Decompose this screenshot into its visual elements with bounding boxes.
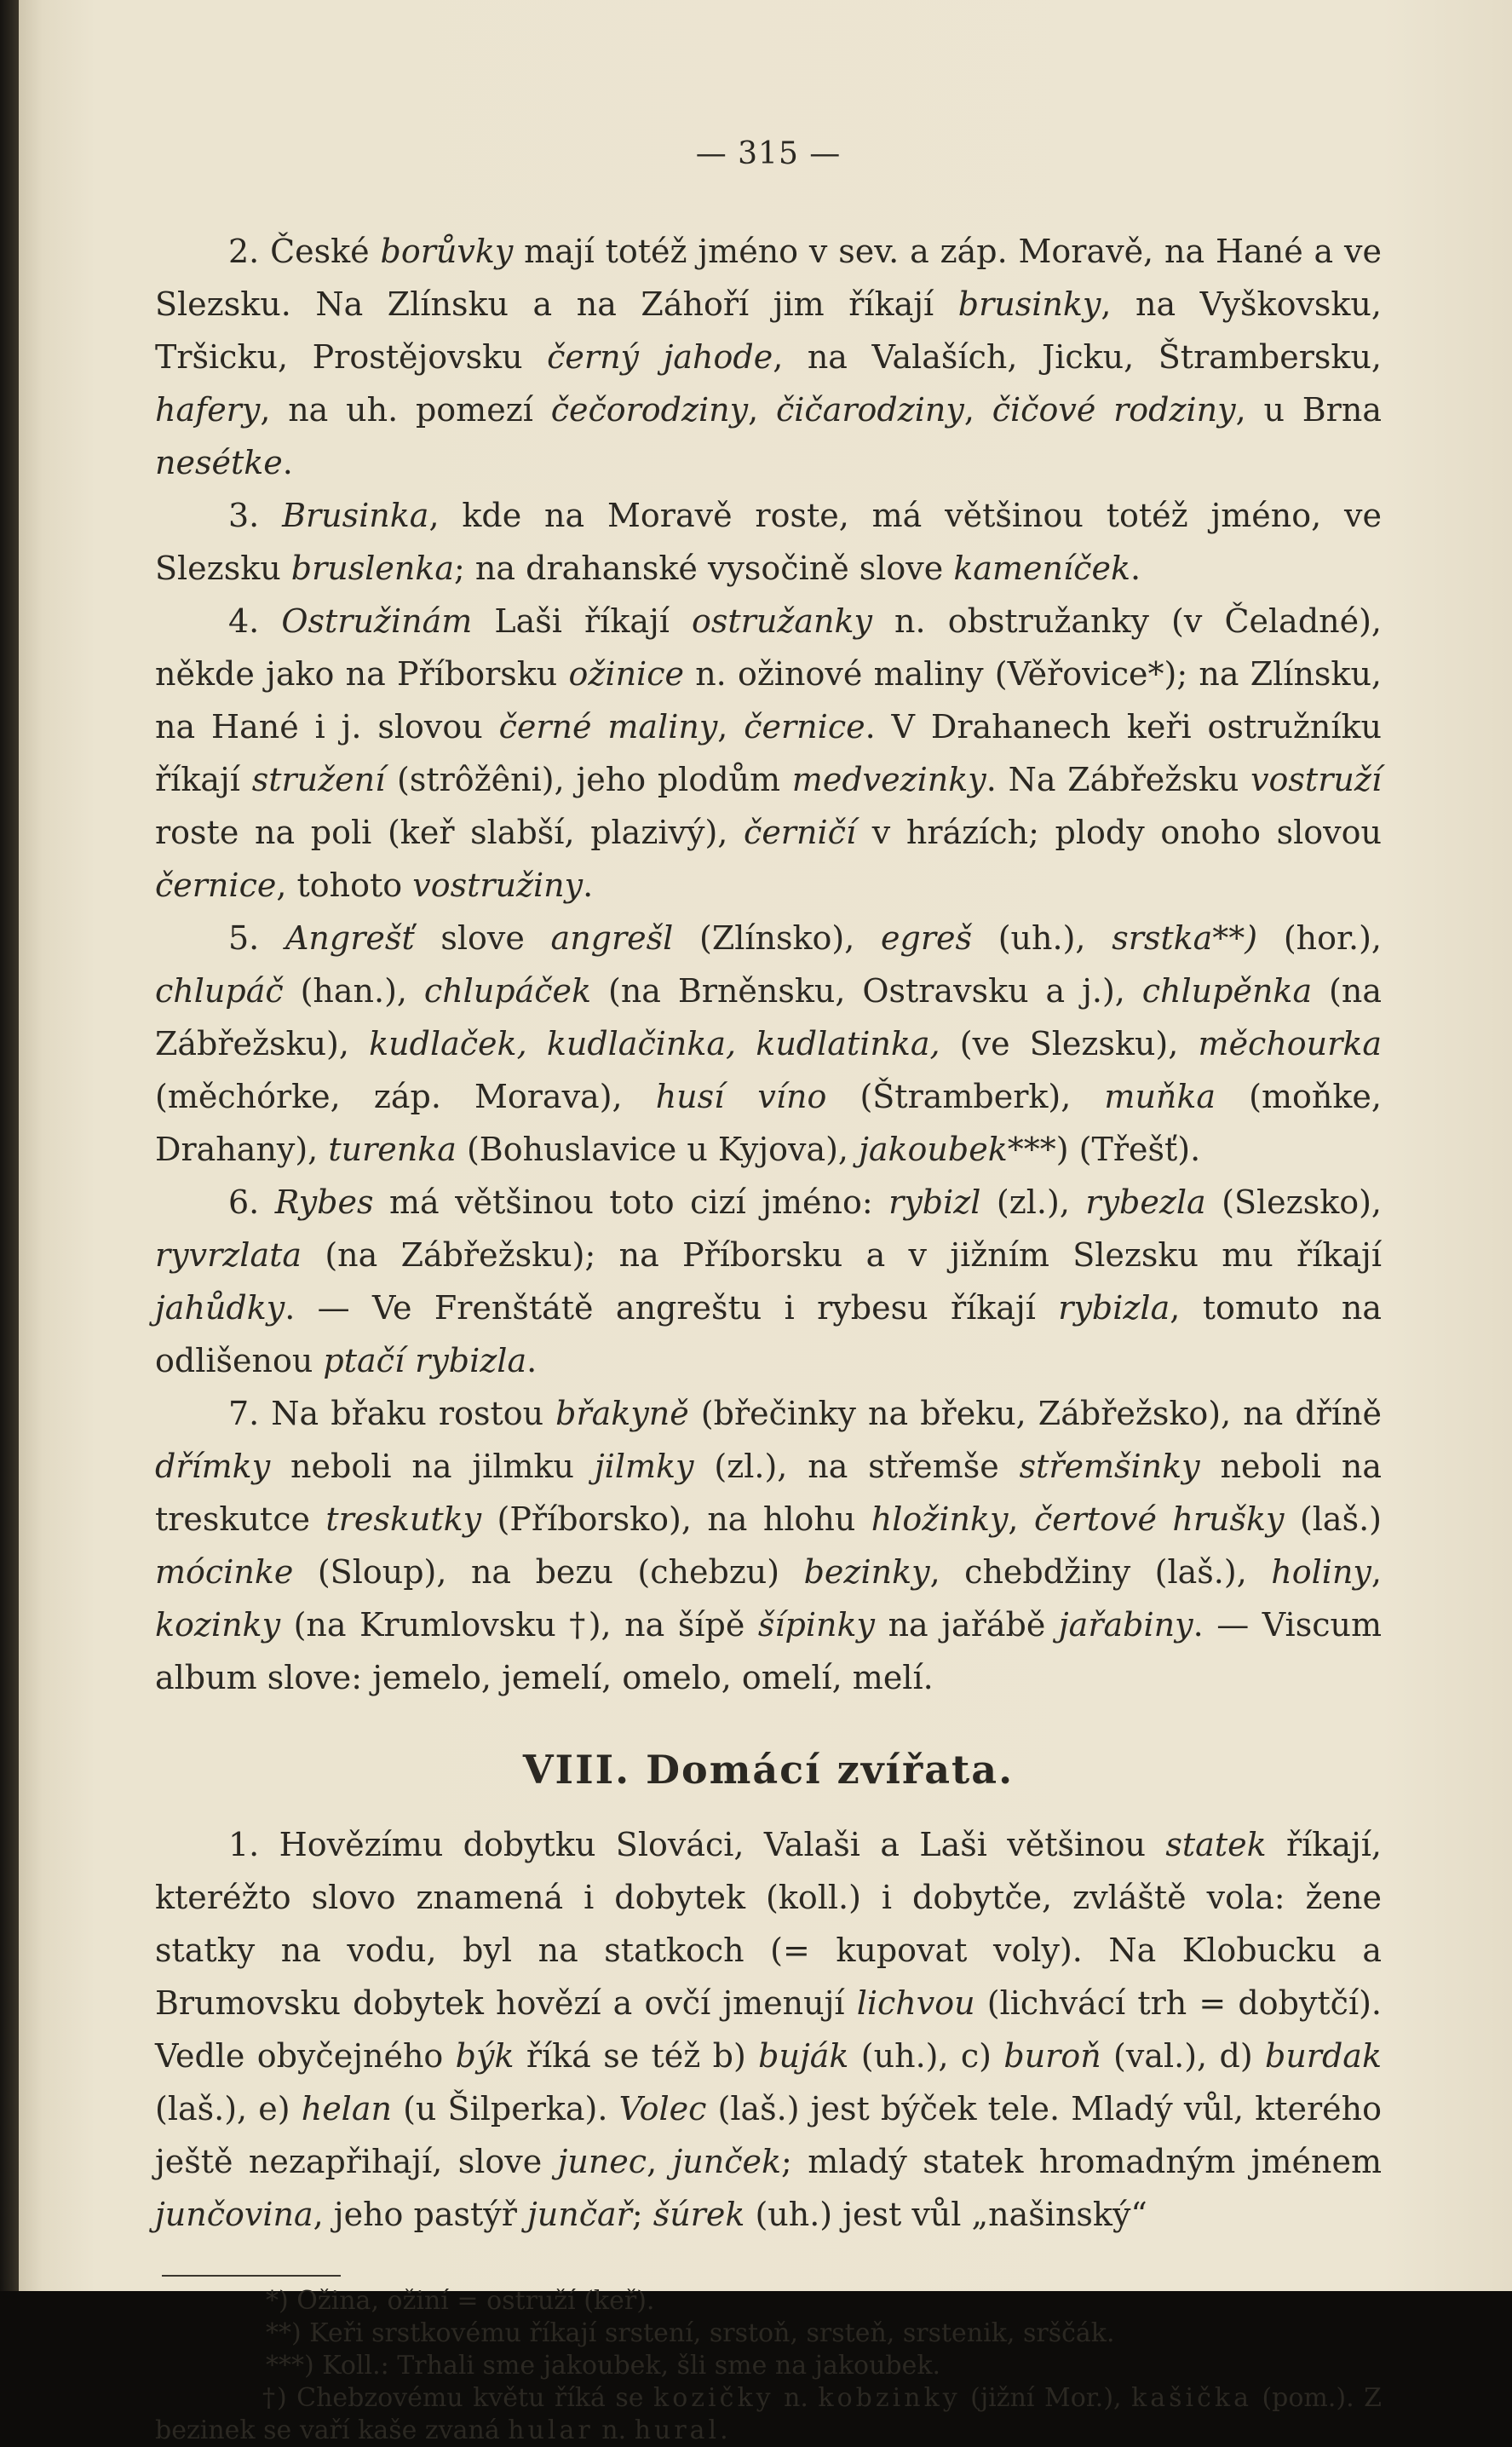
paragraph-6: 6. Rybes má většinou toto cizí jméno: rybizl (zl.), rybezla (Slezsko), ryvrzlata (na Zábřežsku); na Příborsku a v jižním Slezsku mu říkají jahůdky. — Ve Frenštátě angreštu i rybesu říkají rybizla, tomuto na odlišenou ptačí rybizla. [155, 1183, 1383, 1379]
paragraph-2: 2. České borůvky mají totéž jméno v sev. a záp. Moravě, na Hané a ve Slezsku. Na Zlínsku a na Záhoří jim říkají brusinky, na Vyškovsku, Tršicku, Prostějovsku černý jahode, na Valaších, Jicku, Štrambersku, hafery, na uh. pomezí čečorodziny, čičarodziny, čičové rodziny, u Brna nesétke. [155, 233, 1382, 481]
paragraph-7: 7. Na břaku rostou břakyně (břečinky na břeku, Zábřežsko), na dříně dřímky neboli na jilmku jilmky (zl.), na střemše střemšinky neboli na treskutce treskutky (Příborsko), na hlohu hložinky, čertové hrušky (laš.) mócinke (Sloup), na bezu (chebzu) bezinky, chebdžiny (laš.), holiny, kozinky (na Krumlovsku †), na šípě šípinky na jařábě jařabiny. — Viscum album slove: jemelo, jemelí, omelo, omelí, melí. [155, 1395, 1382, 1696]
book-spine-shadow [0, 0, 19, 2291]
footnote-2: **) Keři srstkovému říkají srstení, srstoň, srsteň, srstenik, srščák. [266, 2318, 1115, 2348]
footnote-divider [162, 2275, 341, 2277]
page-number: — 315 — [695, 136, 842, 171]
footnote-3: ***) Koll.: Trhali sme jakoubek, šli sme na jakoubek. [266, 2351, 941, 2381]
footnote-4: †) Chebzovému květu říká se kozičky n. kobzinky (jižní Mor.), kašička (pom.). Z bezinek se vaří kaše zvaná hular n. hural. [155, 2383, 1382, 2445]
paragraph-3: 3. Brusinka, kde na Moravě roste, má většinou totéž jméno, ve Slezsku bruslenka; na drahanské vysočině slove kameníček. [155, 497, 1382, 587]
section-heading: VIII. Domácí zvířata. [522, 1747, 1015, 1793]
paragraph-8: 1. Hovězímu dobytku Slováci, Valaši a Laši většinou statek říkají, kteréžto slovo znamená i dobytek (koll.) i dobytče, zvláště vola: žene statky na vodu, byl na statkoch (= kupovat voly). Na Klobucku a Brumovsku dobytek hovězí a ovčí jmenují lichvou (lichvácí trh = dobytčí). Vedle obyčejného býk říká se též b) buják (uh.), c) buroň (val.), d) burdak (laš.), e) helan (u Šilperka). Volec (laš.) jest býček tele. Mladý vůl, kterého ještě nezapřihají, slove junec, junček; mladý statek hromadným jménem junčovina, jeho pastýř junčař; šúrek (uh.) jest vůl „našinský“ [155, 1826, 1383, 2233]
paragraph-4: 4. Ostružinám Laši říkají ostružanky n. obstružanky (v Čeladné), někde jako na Příborsku ožinice n. ožinové maliny (Věřovice*); na Zlínsku, na Hané i j. slovou černé maliny, černice. V Drahanech keři ostružníku říkají stružení (strôžêni), jeho plodům medvezinky. Na Zábřežsku vostruží roste na poli (keř slabší, plazivý), černičí v hrázích; plody onoho slovou černice, tohoto vostružiny. [155, 602, 1383, 904]
footnotes [155, 2285, 1382, 2447]
book-page [19, 0, 1512, 2445]
page-text [155, 128, 1382, 2447]
paragraph-5: 5. Angrešť slove angrešl (Zlínsko), egreš (uh.), srstka**) (hor.), chlupáč (han.), chlupáček (na Brněnsku, Ostravsku a j.), chlupěnka (na Zábřežsku), kudlaček, kudlačinka, kudlatinka, (ve Slezsku), měchourka (měchórke, záp. Morava), husí víno (Štramberk), muňka (moňke, Drahany), turenka (Bohuslavice u Kyjova), jakoubek***) (Třešť). [155, 919, 1383, 1168]
footnote-1: *) Ožina, ožiní = ostruží (keř). [266, 2286, 655, 2316]
